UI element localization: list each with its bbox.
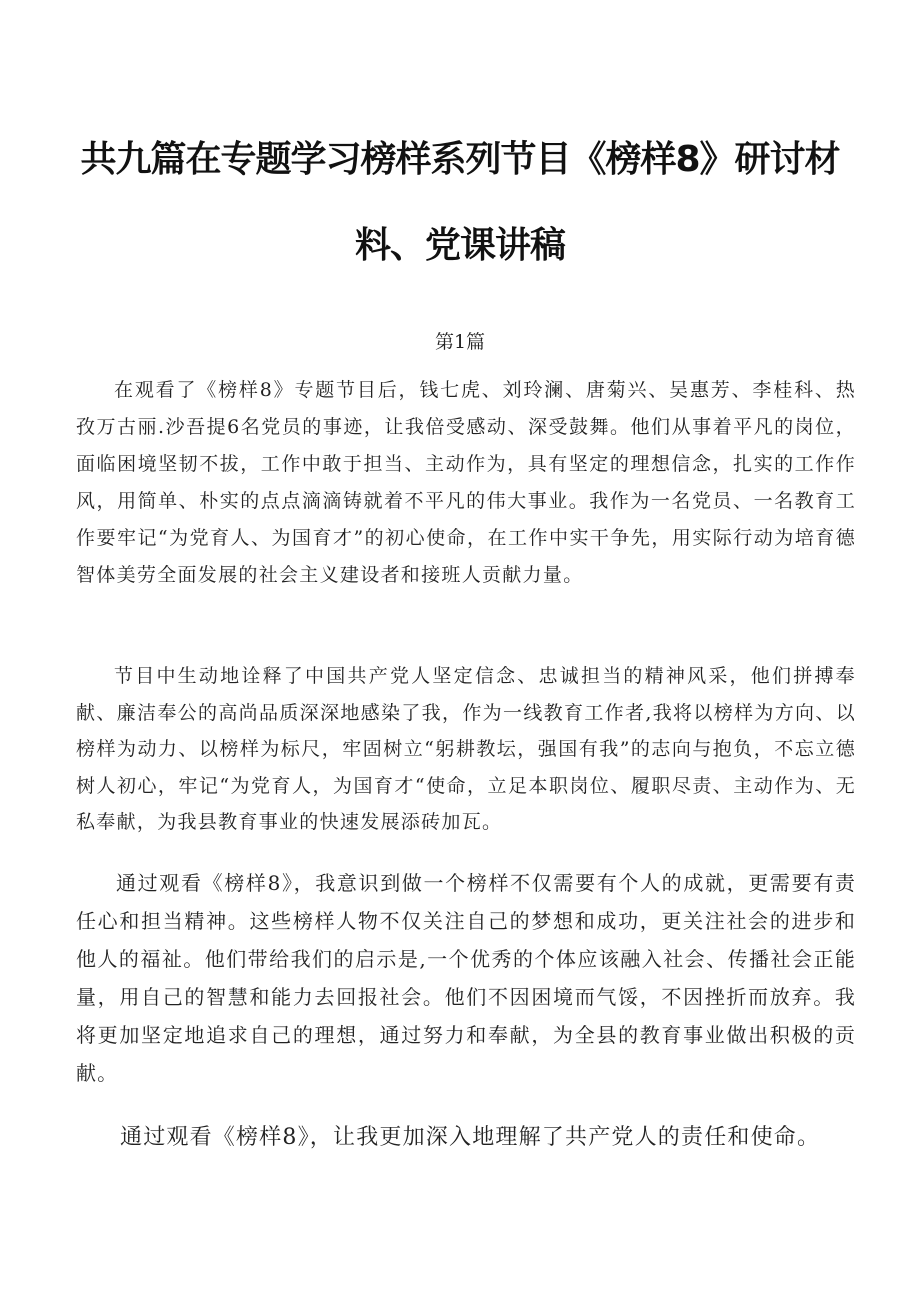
paragraph-1: 在观看了《榜样8》专题节目后，钱七虎、刘玲澜、唐菊兴、吴惠芳、李桂科、热孜万古丽.沙吾提6名党员的事迹，让我倍受感动、深受鼓舞。他们从事着平凡的岗位，面临困境坚韧不拔，工作中敢于担当、主动作为，具有坚定的理想信念，扎实的工作作风，用简单、朴实的点点滴滴铸就着不平凡的伟大事业。我作为一名党员、一名教育工作要牢记“为党育人、为国育才”的初心使命，在工作中实干争先，用实际行动为培育德智体美劳全面发展的社会主义建设者和接班人贡献力量。 (76, 379, 856, 586)
document-title-line-1: 共九篇在专题学习榜样系列节目《榜样8》研讨材 (80, 139, 840, 180)
document-title-line-2: 料、党课讲稿 (354, 225, 565, 266)
paragraph-3: 通过观看《榜样8》，我意识到做一个榜样不仅需要有个人的成就，更需要有责任心和担当精神。这些榜样人物不仅关注自己的梦想和成功，更关注社会的进步和他人的福祉。他们带给我们的启示是,一个优秀的个体应该融入社会、传播社会正能量，用自己的智慧和能力去回报社会。他们不因困境而气馁，不因挫折而放弃。我将更加坚定地追求自己的理想，通过努力和奉献，为全县的教育事业做出积极的贡献。 (76, 871, 856, 1085)
paragraph-2: 节目中生动地诠释了中国共产党人坚定信念、忠诚担当的精神风采，他们拼搏奉献、廉洁奉公的高尚品质深深地感染了我，作为一线教育工作者,我将以榜样为方向、以榜样为动力、以榜样为标尺，牢固树立“躬耕教坛，强国有我”的志向与抱负，不忘立德树人初心，牢记“为党育人，为国育才“使命，立足本职岗位、履职尽责、主动作为、无私奉献，为我县教育事业的快速发展添砖加瓦。 (76, 665, 856, 833)
paragraph-4: 通过观看《榜样8》，让我更加深入地理解了共产党人的责任和使命。 (120, 1125, 821, 1150)
section-heading: 第1篇 (434, 331, 486, 353)
